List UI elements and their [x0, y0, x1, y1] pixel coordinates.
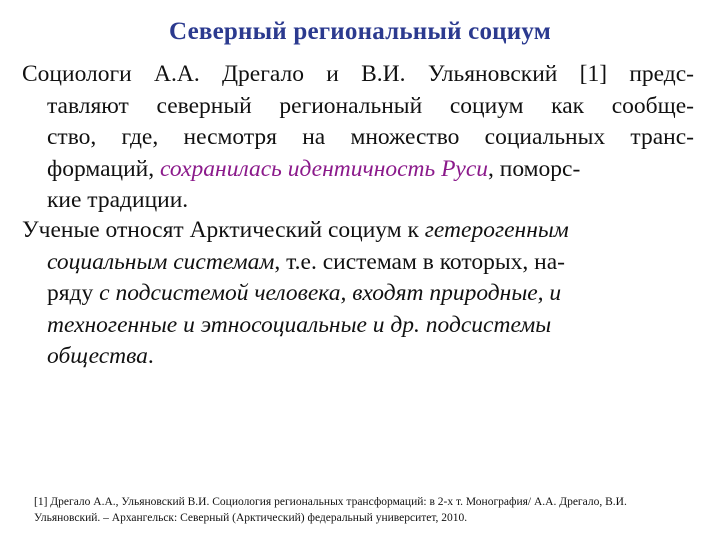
paragraph-line [22, 247, 694, 279]
footnote [34, 494, 694, 526]
text-run: Ученые относят Арктический социум к [22, 217, 425, 243]
paragraph-line [22, 154, 694, 186]
paragraph-line: ство, где, несмотря на множество социальных транс- [47, 124, 694, 150]
paragraph-line [22, 278, 694, 310]
text-run: , поморс- [488, 155, 581, 182]
text-run: формаций, [47, 155, 160, 182]
paragraph-line: тавляют северный региональный социум как сообще- [47, 92, 694, 119]
highlighted-phrase: сохранилась идентичность Руси [160, 155, 489, 182]
italic-phrase: гетерогенным [424, 217, 569, 243]
paragraph-line [22, 215, 694, 247]
italic-phrase: общества [47, 343, 148, 369]
text-run: ряду [47, 280, 100, 306]
italic-phrase: с подсистемой человека, входят природные, и [99, 280, 562, 306]
paragraph-line: Социологи А.А. Дрегало и В.И. Ульяновский [1] предс- [22, 61, 694, 87]
paragraph-arctic-socium [22, 215, 694, 373]
paragraph-sociologists [22, 59, 694, 217]
text-run: . [147, 343, 154, 369]
text-run: , т.е. системам в которых, на- [274, 248, 565, 275]
paragraph-line: кие традиции. [47, 187, 189, 213]
italic-phrase: социальным системам [47, 248, 275, 275]
slide-title: Северный региональный социум [169, 18, 551, 45]
paragraph-line [22, 341, 694, 373]
footnote-line: [1] Дрегало А.А., Ульяновский В.И. Социология региональных трансформаций: в 2-х т. Монография/ А.А. Дрегало, В.И. [34, 496, 627, 508]
footnote-line: Ульяновский. – Архангельск: Северный (Арктический) федеральный университет, 2010. [34, 512, 468, 524]
paragraph-line: техногенные и этносоциальные и др. подсистемы [47, 311, 552, 338]
